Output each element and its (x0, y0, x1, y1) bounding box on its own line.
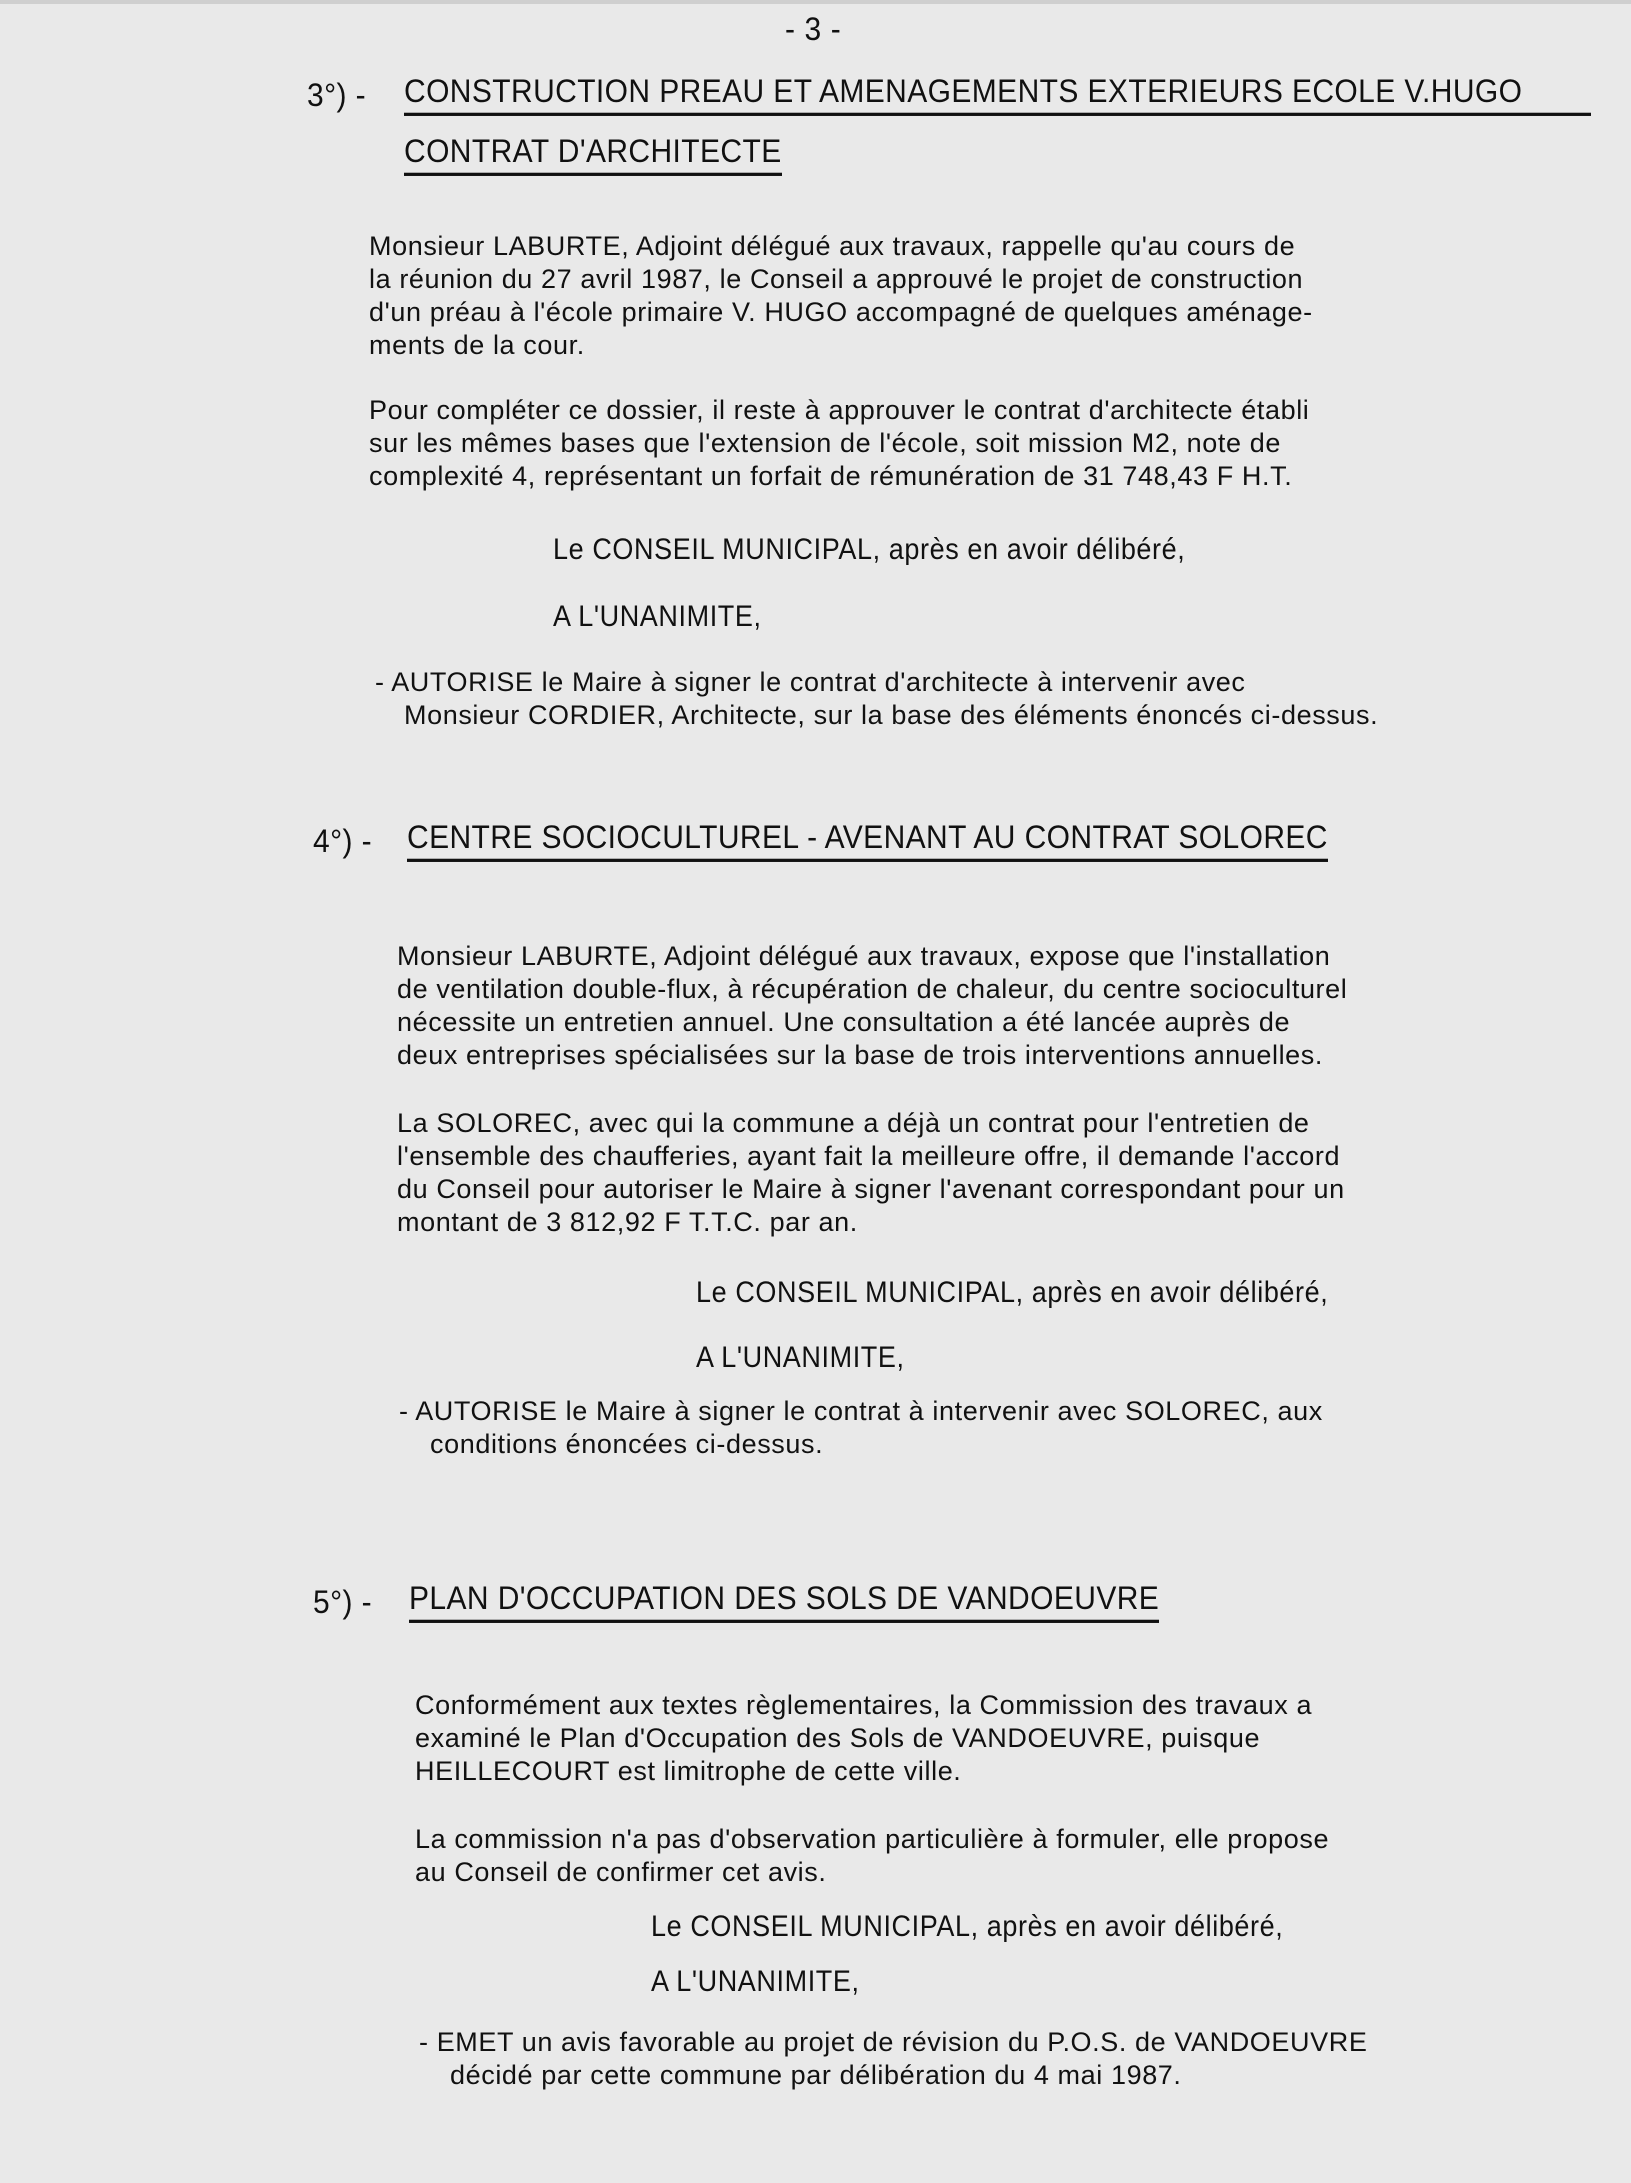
decision (399, 1395, 1323, 1461)
text-line: HEILLECOURT est limitrophe de cette ville. (415, 1756, 962, 1786)
text-line: Monsieur CORDIER, Architecte, sur la base des éléments énoncés ci-dessus. (404, 700, 1379, 730)
text-line: complexité 4, représentant un forfait de rémunération de 31 748,43 F H.T. (369, 461, 1293, 491)
text-line: La SOLOREC, avec qui la commune a déjà un contrat pour l'entretien de (397, 1108, 1310, 1138)
paragraph (415, 1823, 1329, 1889)
text-line: nécessite un entretien annuel. Une consultation a été lancée auprès de (397, 1007, 1291, 1037)
text-line: Pour compléter ce dossier, il reste à approuver le contrat d'architecte établi (369, 395, 1310, 425)
text-line: d'un préau à l'école primaire V. HUGO accompagné de quelques aménage- (369, 297, 1313, 327)
paragraph (415, 1689, 1312, 1788)
text-line: deux entreprises spécialisées sur la base de trois interventions annuelles. (397, 1040, 1323, 1070)
deliberation-line: Le CONSEIL MUNICIPAL, après en avoir délibéré, (553, 532, 1186, 566)
decision (375, 666, 1378, 732)
text-line: l'ensemble des chaufferies, ayant fait la meilleure offre, il demande l'accord (397, 1141, 1341, 1171)
text-line: Monsieur LABURTE, Adjoint délégué aux travaux, expose que l'installation (397, 941, 1331, 971)
deliberation-line: Le CONSEIL MUNICIPAL, après en avoir délibéré, (651, 1909, 1284, 1943)
vote-line: A L'UNANIMITE, (553, 599, 762, 633)
text-line: de ventilation double-flux, à récupération de chaleur, du centre socioculturel (397, 974, 1348, 1004)
paragraph (397, 940, 1347, 1072)
text-line: la réunion du 27 avril 1987, le Conseil a approuvé le projet de construction (369, 264, 1304, 294)
text-line: La commission n'a pas d'observation particulière à formuler, elle propose (415, 1824, 1330, 1854)
page-top-edge (0, 0, 1631, 4)
section-number: 3°) - (307, 77, 366, 114)
paragraph (369, 394, 1309, 493)
text-line: - AUTORISE le Maire à signer le contrat d'architecte à intervenir avec (375, 667, 1246, 697)
section-title: PLAN D'OCCUPATION DES SOLS DE VANDOEUVRE (409, 1583, 1159, 1623)
section-title-line-2: CONTRAT D'ARCHITECTE (404, 136, 782, 176)
deliberation-line: Le CONSEIL MUNICIPAL, après en avoir délibéré, (696, 1275, 1329, 1309)
text-line: - AUTORISE le Maire à signer le contrat à intervenir avec SOLOREC, aux (399, 1396, 1323, 1426)
vote-line: A L'UNANIMITE, (651, 1964, 860, 1998)
text-line: Conformément aux textes règlementaires, la Commission des travaux a (415, 1690, 1313, 1720)
text-line: ments de la cour. (369, 330, 585, 360)
section-title: CONSTRUCTION PREAU ET AMENAGEMENTS EXTERIEURS ECOLE V.HUGO (404, 76, 1591, 116)
text-line: montant de 3 812,92 F T.T.C. par an. (397, 1207, 858, 1237)
page-number: - 3 - (785, 11, 842, 48)
text-line: Monsieur LABURTE, Adjoint délégué aux travaux, rappelle qu'au cours de (369, 231, 1296, 261)
section-number: 5°) - (313, 1584, 372, 1621)
text-line: sur les mêmes bases que l'extension de l'école, soit mission M2, note de (369, 428, 1281, 458)
paragraph (397, 1107, 1345, 1239)
section-number: 4°) - (313, 823, 372, 860)
decision (419, 2026, 1367, 2092)
vote-line: A L'UNANIMITE, (696, 1340, 905, 1374)
text-line: conditions énoncées ci-dessus. (430, 1429, 824, 1459)
section-title: CENTRE SOCIOCULTUREL - AVENANT AU CONTRAT SOLOREC (407, 822, 1328, 862)
text-line: - EMET un avis favorable au projet de révision du P.O.S. de VANDOEUVRE (419, 2027, 1368, 2057)
text-line: décidé par cette commune par délibération du 4 mai 1987. (450, 2060, 1182, 2090)
text-line: examiné le Plan d'Occupation des Sols de VANDOEUVRE, puisque (415, 1723, 1261, 1753)
text-line: du Conseil pour autoriser le Maire à signer l'avenant correspondant pour un (397, 1174, 1345, 1204)
text-line: au Conseil de confirmer cet avis. (415, 1857, 827, 1887)
paragraph (369, 230, 1313, 362)
